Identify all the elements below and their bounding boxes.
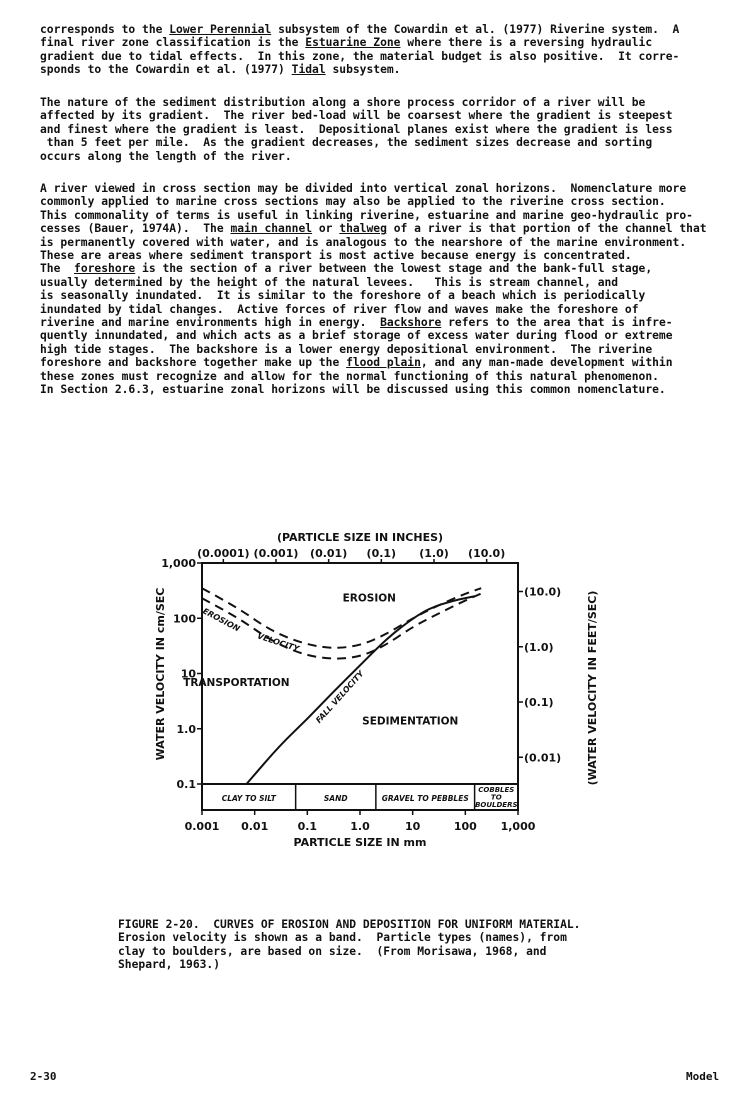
- underlined-term: Estuarine Zone: [305, 36, 401, 50]
- top-tick-label: (0.001): [253, 547, 299, 560]
- particle-class-label: TO: [490, 793, 502, 802]
- text-run: usually determined by the height of the natural levees. This is stream channel, and: [40, 275, 619, 289]
- x-tick-label: 10: [405, 820, 421, 833]
- text-run: These are areas where sediment transport is most active because energy is concentrated.: [40, 249, 632, 263]
- region-label: EROSION: [342, 592, 396, 605]
- page-number: 2-30: [30, 1070, 57, 1083]
- x-tick-label: 0.001: [184, 820, 220, 833]
- text-run: sponds to the Cowardin et al. (1977): [40, 63, 292, 77]
- curve-label: FALL VELOCITY: [314, 669, 366, 725]
- chart-title: (PARTICLE SIZE IN INCHES): [276, 531, 444, 544]
- region-label: SEDIMENTATION: [362, 715, 459, 728]
- text-run: is permanently covered with water, and is analogous to the nearshore of the marine environment.: [40, 235, 687, 249]
- figure-caption: [118, 918, 581, 972]
- top-tick-label: (1.0): [419, 547, 449, 560]
- fall-velocity-curve: [247, 596, 475, 784]
- top-tick-label: (0.0001): [197, 547, 250, 560]
- y-tick-label: 1.0: [176, 722, 196, 736]
- underlined-term: Lower Perennial: [169, 23, 272, 36]
- document-name: Model: [686, 1070, 720, 1083]
- text-run: affected by its gradient. The river bed-load will be coarsest where the gradient is steepest: [40, 109, 673, 123]
- text-run: subsystem of the Cowardin et al. (1977) Riverine system. A: [271, 23, 680, 36]
- text-run: Erosion velocity is shown as a band. Particle types (names), from: [118, 931, 567, 945]
- text-run: A river viewed in cross section may be divided into vertical zonal horizons. Nomenclature more: [40, 182, 687, 195]
- y2-tick-label: (0.1): [524, 696, 554, 710]
- text-run: is seasonally inundated. It is similar to the foreshore of a beach which is periodically: [40, 289, 646, 303]
- text-run: is the section of a river between the lowest stage and the bank-full stage,: [135, 262, 653, 276]
- text-run: corresponds to the: [40, 23, 170, 36]
- text-run: and finest where the gradient is least. Depositional planes exist where the gradient is less: [40, 122, 673, 136]
- text-run: This commonality of terms is useful in linking riverine, estuarine and marine geo-hydraulic pro-: [40, 208, 693, 222]
- text-run: than 5 feet per mile. As the gradient decreases, the sediment sizes decrease and sorting: [40, 136, 653, 150]
- x-tick-label: 1.0: [350, 820, 370, 833]
- underlined-term: thalweg: [339, 222, 387, 236]
- top-tick-label: (10.0): [468, 547, 506, 560]
- text-run: of a river is that portion of the channel that: [386, 222, 707, 236]
- particle-class-label: GRAVEL TO PEBBLES: [381, 794, 469, 803]
- underlined-term: Tidal: [291, 63, 326, 77]
- particle-class-label: COBBLES: [478, 786, 515, 794]
- text-run: In Section 2.6.3, estuarine zonal horizons will be discussed using this common nomenclature.: [40, 383, 666, 397]
- text-line: [118, 945, 581, 958]
- text-run: The: [40, 262, 75, 276]
- text-line: [118, 931, 581, 944]
- particle-class-label: SAND: [323, 794, 348, 803]
- text-run: Shepard, 1963.): [118, 958, 221, 972]
- y2-tick-label: (1.0): [524, 640, 554, 654]
- text-line: [118, 958, 581, 971]
- particle-class-label: CLAY TO SILT: [221, 794, 276, 803]
- text-run: clay to boulders, are based on size. (From Morisawa, 1968, and: [118, 944, 547, 958]
- x-tick-label: 0.01: [241, 820, 269, 833]
- text-run: refers to the area that is infre-: [441, 316, 673, 330]
- particle-class-label: BOULDERS: [475, 801, 518, 809]
- text-line: [118, 918, 581, 931]
- text-run: , and any man-made development within: [420, 356, 673, 370]
- text-run: gradient due to tidal effects. In this zone, the material budget is also positive. It corre-: [40, 49, 680, 63]
- region-label: TRANSPORTATION: [183, 676, 290, 689]
- text-run: riverine and marine environments high in energy.: [40, 316, 381, 330]
- text-run: final river zone classification is the: [40, 36, 306, 50]
- top-tick-label: (0.01): [310, 547, 348, 560]
- text-run: inundated by tidal changes. Active forces of river flow and waves make the foreshore of: [40, 302, 639, 316]
- text-run: high tide stages. The backshore is a lower energy depositional environment. The riverine: [40, 342, 653, 356]
- x-tick-label: 100: [453, 820, 477, 833]
- y-tick-label: 1,000: [161, 557, 196, 570]
- y-axis-label: WATER VELOCITY IN cm/SEC: [154, 587, 167, 761]
- text-run: subsystem.: [325, 63, 401, 77]
- text-run: or: [312, 222, 340, 236]
- text-run: these zones must recognize and allow for the normal functioning of this natural phenomenon.: [40, 369, 659, 383]
- underlined-term: flood plain: [346, 356, 421, 370]
- text-run: occurs along the length of the river.: [40, 149, 292, 163]
- y2-tick-label: (10.0): [524, 585, 562, 599]
- text-run: foreshore and backshore together make up the: [40, 356, 347, 370]
- text-run: where there is a reversing hydraulic: [400, 36, 653, 50]
- x-axis-label: PARTICLE SIZE IN mm: [293, 836, 427, 849]
- x-tick-label: 0.1: [297, 820, 318, 833]
- top-tick-label: (0.1): [366, 547, 397, 560]
- x-tick-label: 1,000: [500, 820, 536, 833]
- text-run: quently innundated, and which acts as a brief storage of excess water during flood or extreme: [40, 329, 673, 343]
- underlined-term: main channel: [230, 222, 313, 236]
- text-run: The nature of the sediment distribution along a shore process corridor of a river will be: [40, 96, 646, 109]
- text-run: FIGURE 2-20. CURVES OF EROSION AND DEPOSITION FOR UNIFORM MATERIAL.: [118, 918, 581, 931]
- underlined-term: Backshore: [380, 316, 442, 330]
- curve-label: VELOCITY: [256, 631, 301, 654]
- curve-label: EROSION: [201, 606, 242, 634]
- text-run: commonly applied to marine cross sections may also be applied to the riverine cross section.: [40, 195, 666, 209]
- y2-axis-label: (WATER VELOCITY IN FEET/SEC): [586, 590, 599, 786]
- text-run: cesses (Bauer, 1974A). The: [40, 222, 231, 236]
- y2-tick-label: (0.01): [524, 751, 562, 765]
- y-tick-label: 0.1: [176, 778, 196, 791]
- underlined-term: foreshore: [74, 262, 136, 276]
- y-tick-label: 100: [173, 612, 196, 626]
- y-tick-label: 10: [180, 667, 196, 681]
